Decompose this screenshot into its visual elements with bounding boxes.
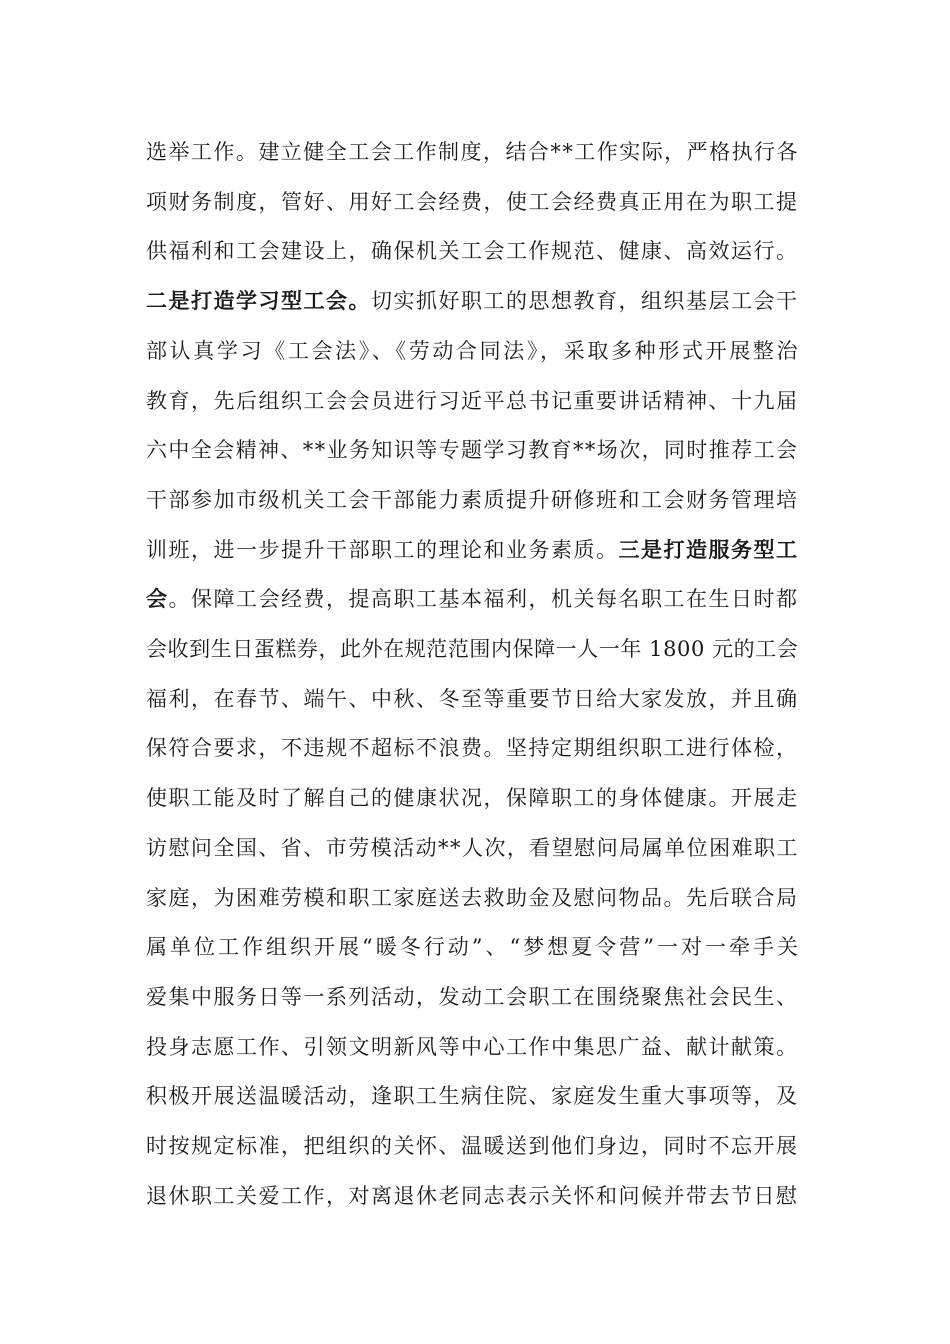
text-line bbox=[146, 972, 799, 1022]
text-segment: 使职工能及时了解自己的健康状况，保障职工的身体健康。开展走 bbox=[146, 786, 799, 811]
text-line bbox=[146, 326, 800, 376]
bold-heading-text: 二是打造学习型工会。 bbox=[146, 288, 371, 314]
text-line bbox=[146, 276, 799, 326]
text-segment: 属单位工作组织开展“暖冬行动”、“梦想夏令营”一对一牵手关 bbox=[146, 935, 801, 960]
text-segment: 保符合要求，不违规不超标不浪费。坚持定期组织职工进行体检， bbox=[146, 736, 799, 761]
text-segment: 切实抓好职工的思想教育，组织基层工会干 bbox=[371, 289, 799, 314]
text-segment: 爱集中服务日等一系列活动，发动工会职工在围绕聚焦社会民生、 bbox=[146, 984, 799, 1009]
text-line bbox=[146, 873, 799, 923]
text-segment: 。保障工会经费，提高职工基本福利，机关每名职工在生日时都 bbox=[168, 587, 799, 612]
text-line bbox=[146, 177, 799, 227]
text-segment: 部认真学习《工会法》、《劳动合同法》，采取多种形式开展整治 bbox=[146, 338, 801, 363]
text-line bbox=[146, 475, 799, 525]
text-line bbox=[146, 127, 799, 177]
text-segment: 投身志愿工作、引领文明新风等中心工作中集思广益、献计献策。 bbox=[146, 1034, 799, 1059]
text-segment: 教育，先后组织工会会员进行习近平总书记重要讲话精神、十九届 bbox=[146, 388, 799, 413]
text-segment: 时按规定标准，把组织的关怀、温暖送到他们身边，同时不忘开展 bbox=[146, 1134, 799, 1158]
text-segment: 干部参加市级机关工会干部能力素质提升研修班和工会财务管理培 bbox=[146, 487, 799, 512]
text-segment: 访慰问全国、省、市劳模活动**人次，看望慰问局属单位困难职工 bbox=[146, 835, 799, 860]
text-segment: 六中全会精神、**业务知识等专题学习教育**场次，同时推荐工会 bbox=[146, 438, 799, 463]
text-line bbox=[146, 674, 799, 724]
text-line bbox=[146, 1071, 799, 1121]
text-segment: 家庭，为困难劳模和职工家庭送去救助金及慰问物品。先后联合局 bbox=[146, 885, 799, 910]
text-line bbox=[146, 376, 799, 426]
text-line bbox=[146, 1022, 799, 1072]
text-line bbox=[146, 823, 799, 873]
text-segment: 供福利和工会建设上，确保机关工会工作规范、健康、高效运行。 bbox=[146, 239, 799, 264]
text-segment: 训班，进一步提升干部职工的理论和业务素质。 bbox=[146, 537, 619, 562]
text-line bbox=[146, 574, 799, 624]
text-line bbox=[146, 723, 799, 773]
text-segment: 项财务制度，管好、用好工会经费，使工会经费真正用在为职工提 bbox=[146, 189, 799, 214]
bold-heading-text: 三是打造服务型工 bbox=[618, 536, 799, 562]
text-line bbox=[146, 1121, 799, 1171]
text-segment: 积极开展送温暖活动，逢职工生病住院、家庭发生重大事项等，及 bbox=[146, 1084, 799, 1109]
text-line bbox=[146, 525, 799, 575]
text-line bbox=[146, 425, 798, 475]
text-segment: 选举工作。建立健全工会工作制度，结合**工作实际，严格执行各 bbox=[146, 140, 799, 164]
text-line bbox=[146, 226, 799, 276]
text-segment: 退休职工关爱工作，对离退休老同志表示关怀和问候并带去节日慰 bbox=[146, 1183, 799, 1208]
text-line bbox=[146, 773, 799, 823]
text-segment: 会收到生日蛋糕券，此外在规范范围内保障一人一年 1800 元的工会 bbox=[146, 637, 799, 661]
text-line bbox=[146, 1171, 799, 1221]
text-segment: 福利，在春节、端午、中秋、冬至等重要节日给大家发放，并且确 bbox=[146, 686, 799, 711]
bold-heading-text: 会 bbox=[146, 586, 169, 612]
text-line bbox=[146, 624, 798, 674]
text-line bbox=[146, 922, 801, 972]
